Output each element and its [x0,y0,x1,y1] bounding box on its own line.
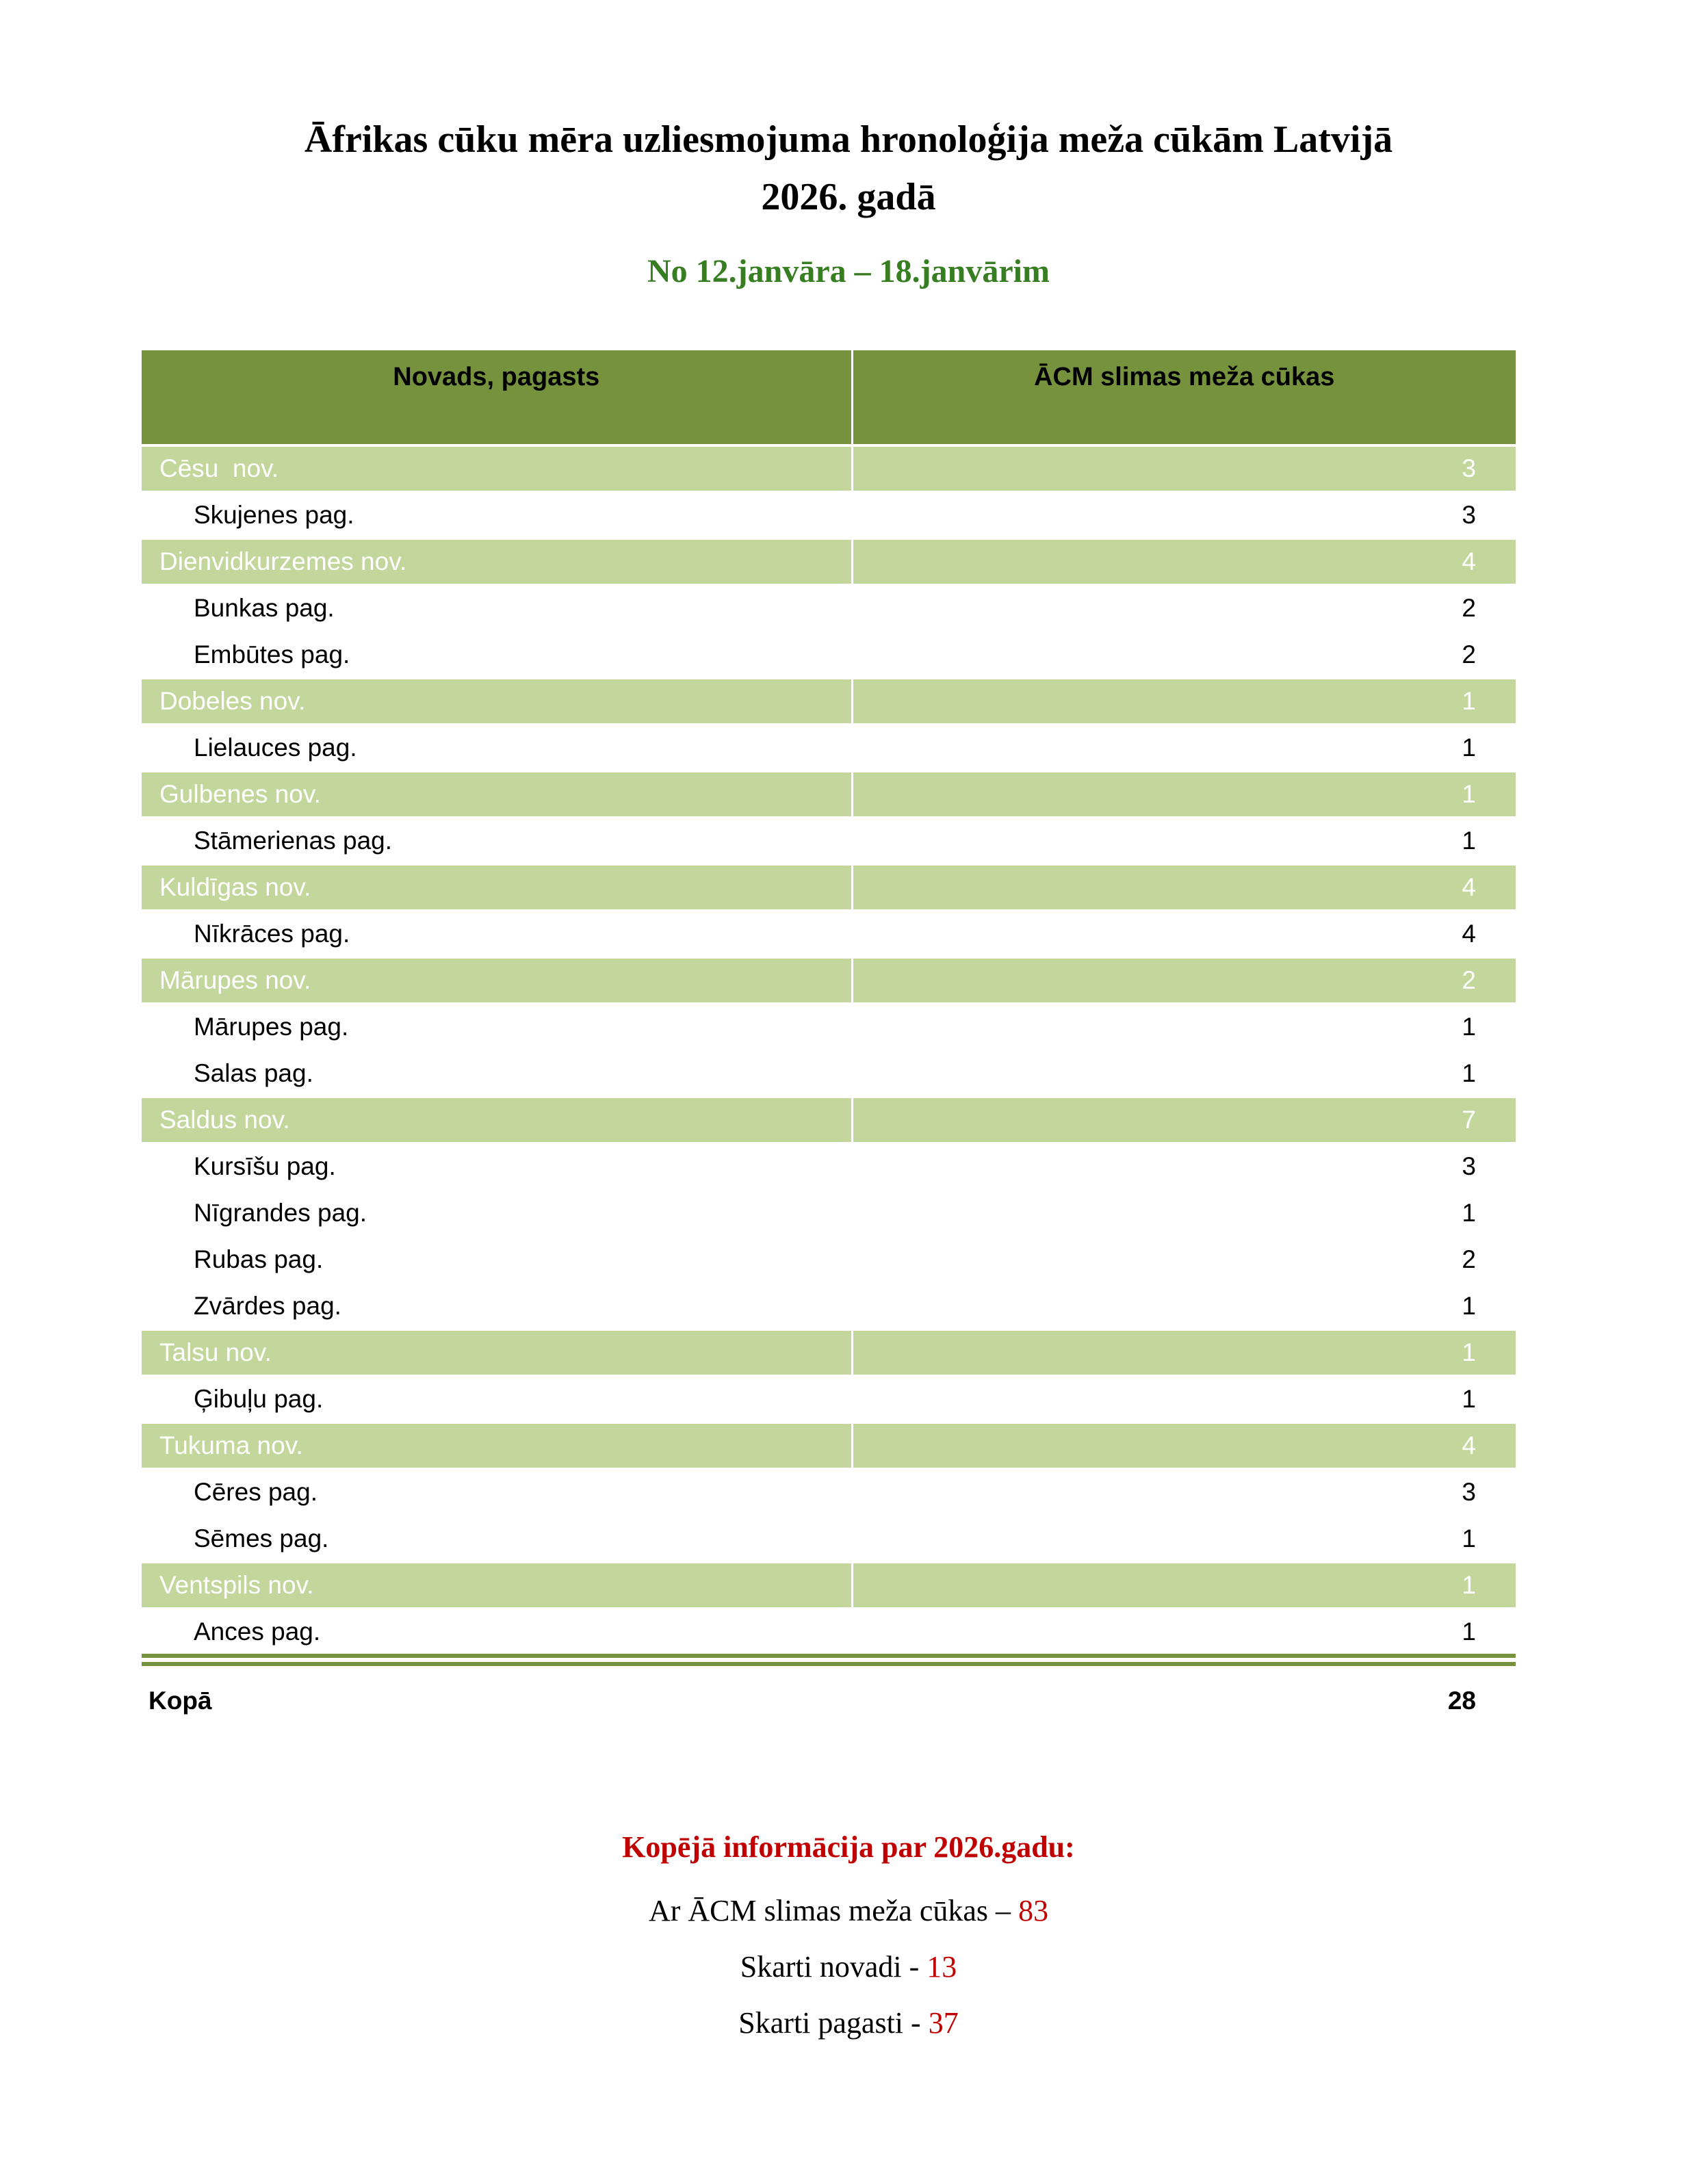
outbreak-table [142,350,1516,1732]
summary-value: 83 [1018,1894,1049,1927]
row-value: 2 [852,957,1516,1004]
row-label: Ances pag. [142,1609,852,1660]
row-label: Sēmes pag. [142,1516,852,1562]
row-label: Cēsu nov. [142,445,852,492]
table-row [142,725,1516,771]
summary-value: 37 [928,2006,959,2040]
row-label: Ventspils nov. [142,1562,852,1609]
table-row [142,1329,1516,1376]
row-value: 1 [852,1283,1516,1329]
table-row [142,1422,1516,1469]
row-label: Cēres pag. [142,1469,852,1516]
row-value: 3 [852,1469,1516,1516]
row-label: Stāmerienas pag. [142,818,852,864]
row-label: Rubas pag. [142,1236,852,1283]
row-label: Kuldīgas nov. [142,864,852,911]
row-value: 4 [852,1422,1516,1469]
table-row [142,492,1516,538]
row-label: Ģibuļu pag. [142,1376,852,1422]
row-value: 1 [852,771,1516,818]
row-value: 1 [852,1609,1516,1660]
row-label: Saldus nov. [142,1097,852,1143]
table-row [142,632,1516,678]
row-value: 4 [852,911,1516,957]
total-label: Kopā [142,1660,852,1732]
column-header-novads: Novads, pagasts [142,350,852,445]
row-label: Dobeles nov. [142,678,852,725]
row-value: 2 [852,632,1516,678]
table-row [142,1562,1516,1609]
row-value: 3 [852,1143,1516,1190]
summary-line [0,1939,1697,1995]
table-row [142,538,1516,585]
row-value: 1 [852,1190,1516,1236]
row-label: Zvārdes pag. [142,1283,852,1329]
table-row [142,1609,1516,1660]
summary-value: 13 [927,1950,957,1984]
table-row [142,957,1516,1004]
row-value: 3 [852,492,1516,538]
row-value: 1 [852,1516,1516,1562]
table-row [142,1190,1516,1236]
page-title-line1: Āfrikas cūku mēra uzliesmojuma hronoloģija meža cūkām Latvijā [304,118,1393,161]
table-row [142,1469,1516,1516]
summary-section [0,1825,1697,2051]
page-title [0,111,1697,226]
row-value: 7 [852,1097,1516,1143]
row-label: Embūtes pag. [142,632,852,678]
row-label: Nīgrandes pag. [142,1190,852,1236]
row-label: Mārupes pag. [142,1004,852,1050]
table-row [142,1376,1516,1422]
row-value: 1 [852,725,1516,771]
row-label: Bunkas pag. [142,585,852,632]
row-label: Mārupes nov. [142,957,852,1004]
row-value: 2 [852,1236,1516,1283]
table-row [142,445,1516,492]
table-body [142,445,1516,1660]
row-label: Nīkrāces pag. [142,911,852,957]
row-label: Salas pag. [142,1050,852,1097]
row-label: Dienvidkurzemes nov. [142,538,852,585]
row-label: Tukuma nov. [142,1422,852,1469]
row-value: 4 [852,538,1516,585]
row-label: Lielauces pag. [142,725,852,771]
table-row [142,1236,1516,1283]
row-label: Gulbenes nov. [142,771,852,818]
table-row [142,1004,1516,1050]
table-row [142,818,1516,864]
row-value: 1 [852,1050,1516,1097]
row-value: 1 [852,1562,1516,1609]
row-value: 1 [852,818,1516,864]
table-row [142,911,1516,957]
page-title-line2: 2026. gadā [761,176,936,218]
total-value: 28 [852,1660,1516,1732]
summary-text: Skarti novadi - [740,1950,927,1984]
row-value: 1 [852,1376,1516,1422]
table-row [142,585,1516,632]
row-value: 2 [852,585,1516,632]
summary-lines [0,1883,1697,2051]
row-value: 1 [852,678,1516,725]
page-subtitle: No 12.janvāra – 18.janvārim [647,253,1050,289]
summary-line [0,1995,1697,2051]
summary-line [0,1883,1697,1939]
row-value: 1 [852,1004,1516,1050]
row-label: Kursīšu pag. [142,1143,852,1190]
column-header-cases: ĀCM slimas meža cūkas [852,350,1516,445]
summary-text: Skarti pagasti - [738,2006,929,2040]
row-value: 1 [852,1329,1516,1376]
summary-heading: Kopējā informācija par 2026.gadu: [622,1830,1075,1864]
table-header-row [142,350,1516,445]
row-value: 4 [852,864,1516,911]
summary-text: Ar ĀCM slimas meža cūkas – [648,1894,1019,1927]
table-row [142,1097,1516,1143]
table-row [142,864,1516,911]
row-label: Talsu nov. [142,1329,852,1376]
table-row [142,1050,1516,1097]
row-value: 3 [852,445,1516,492]
table-row [142,1143,1516,1190]
total-row [142,1660,1516,1732]
table-row [142,1516,1516,1562]
table-row [142,1283,1516,1329]
table-row [142,771,1516,818]
table-row [142,678,1516,725]
row-label: Skujenes pag. [142,492,852,538]
